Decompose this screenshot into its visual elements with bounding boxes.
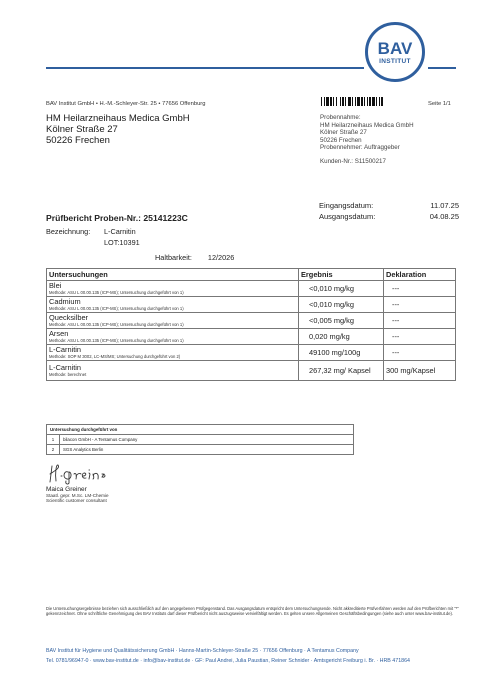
declaration-value: --- xyxy=(384,345,456,361)
labs-table xyxy=(46,424,354,455)
sampling-line: Probennahme: xyxy=(320,114,361,121)
signer-qualification: Staatl. gepr. M.Sc. LM-Chemie xyxy=(46,493,109,498)
lab-name: bilacon GmbH - A Tentamus Company xyxy=(60,435,354,445)
method-text: Methode: berechnet xyxy=(49,372,87,377)
table-row xyxy=(47,281,456,297)
result-value: 267,32 mg/ Kapsel xyxy=(299,361,384,381)
column-header: Ergebnis xyxy=(299,269,384,281)
sampling-info xyxy=(320,114,414,152)
signer-name: Maica Greiner xyxy=(46,486,87,493)
method-text: Methode: ASU L 00.00.135 (ICP-MS); Untersuchung durchgeführt von 1) xyxy=(49,306,184,311)
date-label: Eingangsdatum: xyxy=(319,201,374,210)
table-row xyxy=(47,313,456,329)
analyte-name: Quecksilber xyxy=(49,313,89,322)
result-value: <0,010 mg/kg xyxy=(299,297,384,313)
results-header-row xyxy=(47,269,456,281)
report-title: Prüfbericht Proben-Nr.: 25141223C xyxy=(46,213,188,223)
company-footer xyxy=(46,646,464,666)
table-row xyxy=(47,345,456,361)
analyte-name: Cadmium xyxy=(49,297,81,306)
table-row xyxy=(47,329,456,345)
barcode-icon xyxy=(321,97,419,106)
designation-label: Bezeichnung: xyxy=(46,227,91,236)
header-rule xyxy=(46,67,364,69)
sender-line: BAV Institut GmbH • H.-M.-Schleyer-Str. 25 • 77656 Offenburg xyxy=(46,101,206,107)
method-text: Methode: ASU L 00.00.135 (ICP-MS); Untersuchung durchgeführt von 1) xyxy=(49,290,184,295)
recipient-line: HM Heilarzneihaus Medica GmbH xyxy=(46,113,190,124)
sampling-line: Probennehmer: Auftraggeber xyxy=(320,144,400,152)
signature-image xyxy=(46,462,116,486)
analyte-name: L-Carnitin xyxy=(49,345,82,354)
sampling-line: Kölner Straße 27 xyxy=(320,129,367,137)
barcode-bar xyxy=(383,97,384,106)
date-row xyxy=(319,211,459,222)
date-block xyxy=(319,200,459,222)
column-header: Untersuchungen xyxy=(47,269,299,281)
shelf-life xyxy=(155,253,234,262)
table-row xyxy=(47,297,456,313)
lab-name: SGS Analytics Berlin xyxy=(60,445,354,455)
header-rule-right xyxy=(428,67,456,69)
declaration-value: --- xyxy=(384,329,456,345)
designation-block xyxy=(46,226,140,248)
bav-logo xyxy=(365,22,425,82)
recipient-line: Kölner Straße 27 xyxy=(46,123,118,135)
shelf-life-label: Haltbarkeit: xyxy=(155,253,192,262)
page-number: Seite 1/1 xyxy=(428,101,451,107)
lab-number: 1 xyxy=(47,435,60,445)
sampling-line: HM Heilarzneihaus Medica GmbH xyxy=(320,121,414,129)
declaration-value: --- xyxy=(384,281,456,297)
analyte-name: L-Carnitin xyxy=(49,363,82,372)
disclaimer-text: Die Untersuchungsergebnisse beziehen sich ausschließlich auf den angegebenen Prüfgegenstand. Das Ausgangsdatum entspricht dem Untersuchungsende. Nicht akkreditierte Prüfverfahren werden auf den Prüfberichten mit "*" gekennzeichnet. Ohne schriftliche Genehmigung des BAV Instituts darf dieser Prüfbericht nicht auszugsweise vervielfältigt werden. Es gelten unsere Allgemeinen Geschäftsbedingungen (siehe auch unter www.bav-institut.de). xyxy=(46,606,459,617)
signer-role: Scientific customer consultant xyxy=(46,498,107,504)
recipient-address xyxy=(46,114,190,146)
labs-header: Untersuchung durchgeführt von xyxy=(47,425,354,435)
customer-number: Kunden-Nr.: S11500217 xyxy=(320,158,386,165)
designation-value: L-Carnitin xyxy=(104,227,136,236)
lab-number: 2 xyxy=(47,445,60,455)
lot-number: LOT:10391 xyxy=(104,238,140,247)
method-text: Methode: ASU L 00.00.135 (ICP-MS); Untersuchung durchgeführt von 1) xyxy=(49,322,184,327)
signer-block xyxy=(46,486,109,503)
date-label: Ausgangsdatum: xyxy=(319,212,376,221)
result-value: <0,010 mg/kg xyxy=(299,281,384,297)
analyte-name: Arsen xyxy=(49,329,69,338)
table-row xyxy=(47,435,354,445)
table-row xyxy=(47,445,354,455)
declaration-value: --- xyxy=(384,297,456,313)
analyte-name: Blei xyxy=(49,281,62,290)
date-value: 11.07.25 xyxy=(430,201,459,210)
footer-line: Tel. 0781/96947-0 · www.bav-institut.de · info@bav-institut.de · GF: Paul Andrei, Julia Paustian, Reiner Schnider · Amtsgericht Freiburg i. Br. · HRB 471864 xyxy=(46,658,410,664)
results-table xyxy=(46,268,456,381)
declaration-value: 300 mg/Kapsel xyxy=(384,361,456,381)
method-text: Methode: SOP M 3002, LC-MS/MS; Untersuchung durchgeführt von 2) xyxy=(49,354,181,359)
method-text: Methode: ASU L 00.00.135 (ICP-MS); Untersuchung durchgeführt von 1) xyxy=(49,338,184,343)
date-value: 04.08.25 xyxy=(429,212,459,221)
result-value: <0,005 mg/kg xyxy=(299,313,384,329)
date-row xyxy=(319,200,459,211)
table-row xyxy=(47,361,456,381)
logo-main-text: BAV xyxy=(377,38,413,58)
labs-header-row xyxy=(47,425,354,435)
result-value: 49100 mg/100g xyxy=(299,345,384,361)
footer-line: BAV Institut für Hygiene und Qualitätssicherung GmbH · Hanns-Martin-Schleyer-Straße 25 · 77656 Offenburg · A Tentamus Company xyxy=(46,648,359,654)
recipient-line: 50226 Frechen xyxy=(46,134,110,146)
sampling-line: 50226 Frechen xyxy=(320,136,362,144)
column-header: Deklaration xyxy=(384,269,456,281)
shelf-life-value: 12/2026 xyxy=(207,253,235,262)
logo-sub-text: INSTITUT xyxy=(379,57,411,65)
declaration-value: --- xyxy=(384,313,456,329)
result-value: 0,020 mg/kg xyxy=(299,329,384,345)
